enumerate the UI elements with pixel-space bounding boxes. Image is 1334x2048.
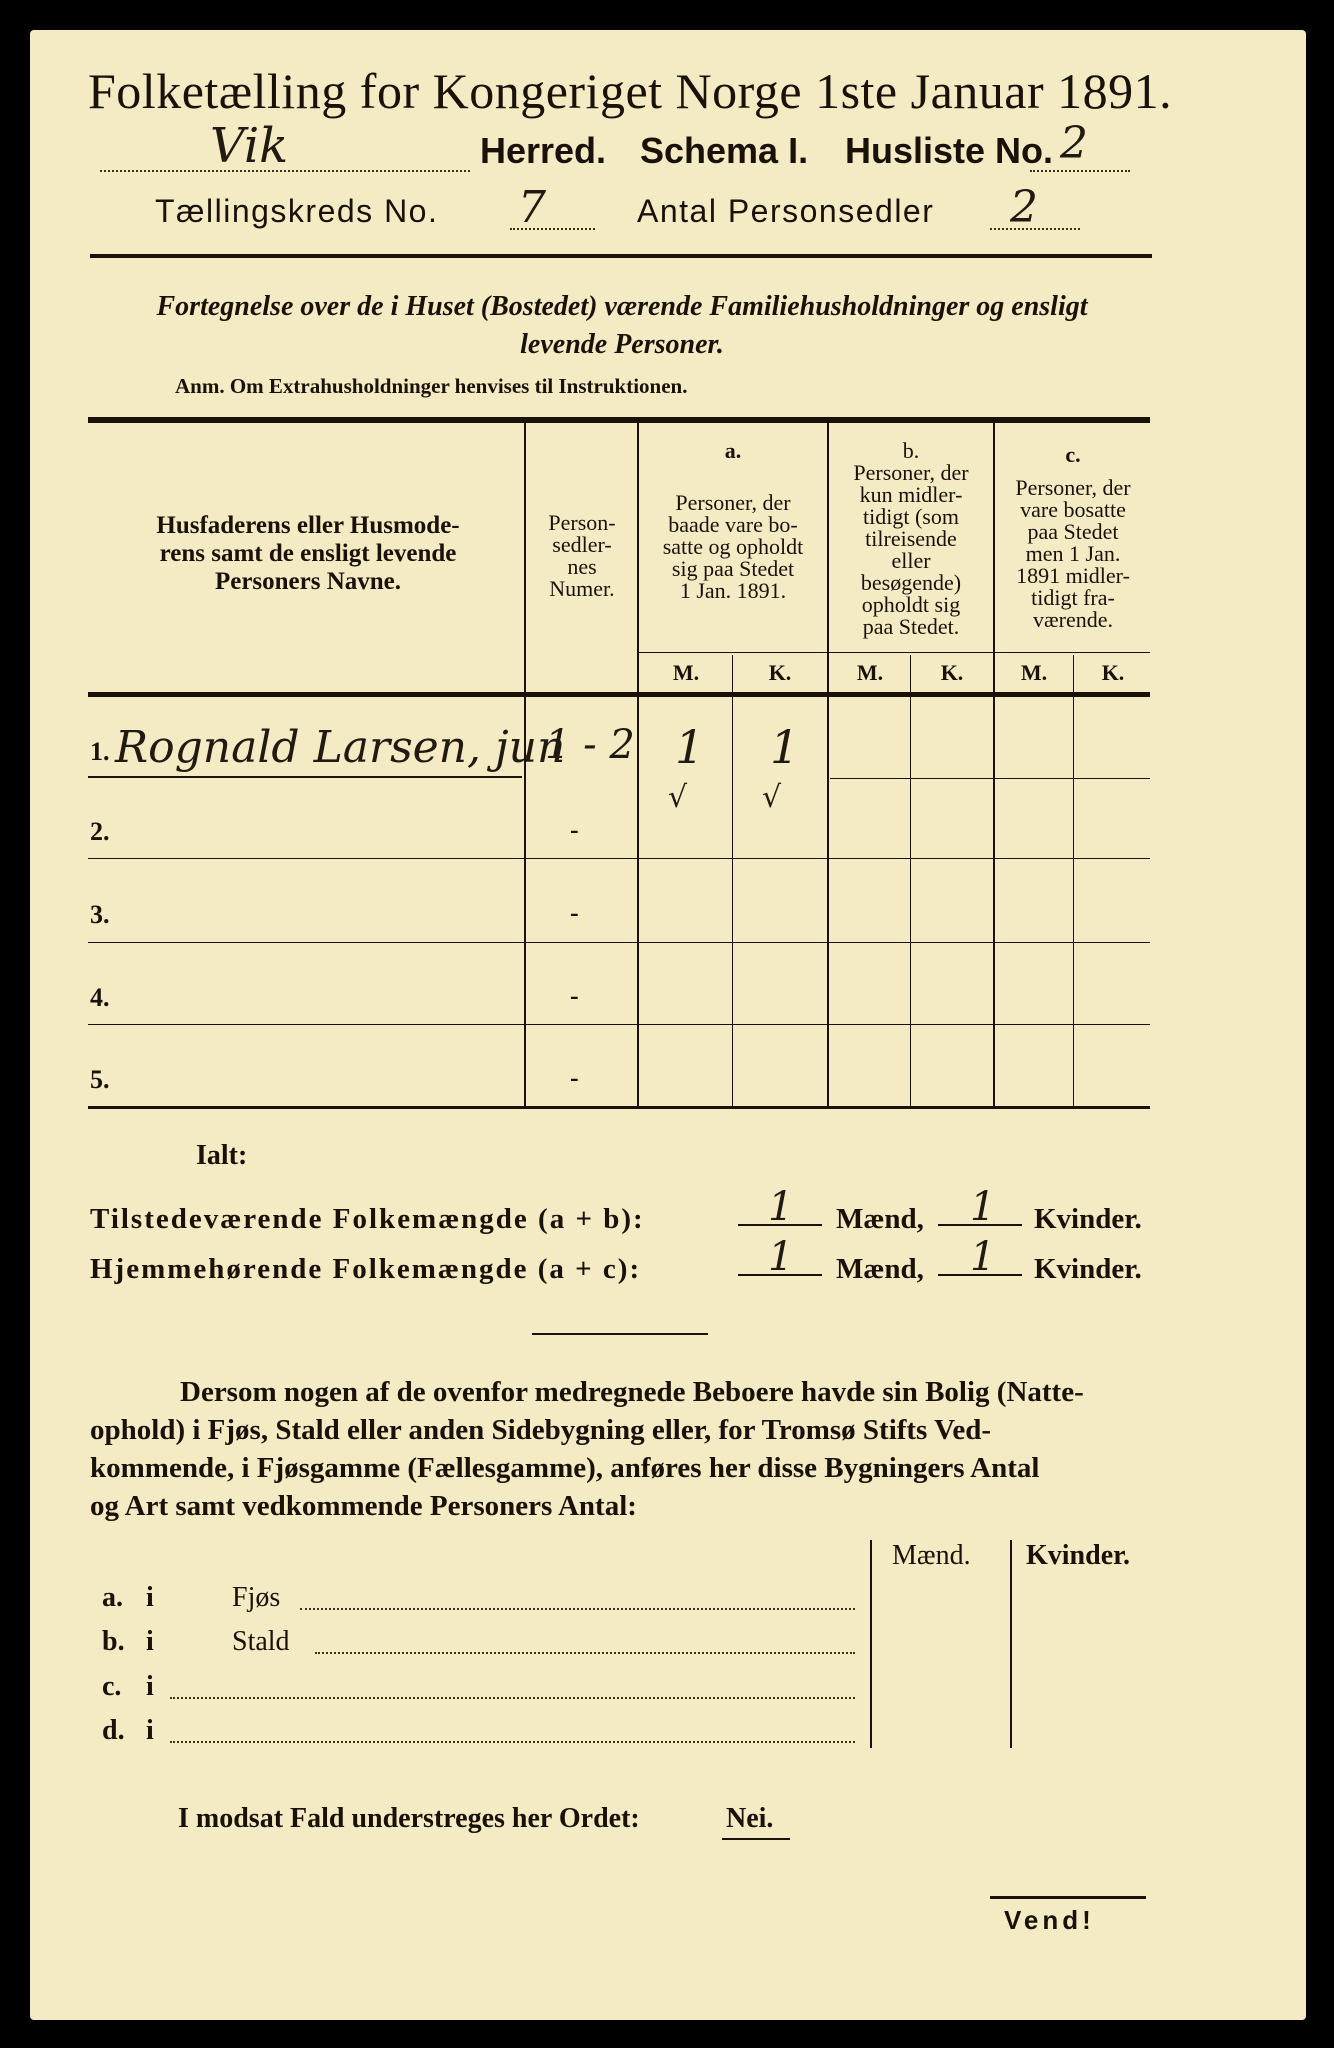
- building-a-i: i: [146, 1582, 154, 1613]
- row-1-a-k: 1: [770, 720, 800, 774]
- herred-label: Herred.: [480, 130, 607, 171]
- col-head-c-line-1: Personer, der: [1015, 475, 1131, 500]
- col-head-b-line-7: opholdt sig: [861, 592, 961, 617]
- subtitle-line-1: Fortegnelse over de i Huset (Bostedet) værende Familiehusholdninger og ensligt: [156, 291, 1088, 322]
- col-head-name-line-2: rens samt de ensligt levende: [159, 540, 457, 567]
- buildings-col-maend: Mænd.: [892, 1540, 971, 1571]
- col-head-name-line-1: Husfaderens eller Husmode-: [156, 512, 460, 539]
- col-b-letter: b.: [902, 438, 920, 463]
- row-1-a-m: 1: [675, 720, 705, 774]
- a-m-label: M.: [672, 660, 700, 685]
- row-1-line-right: [830, 778, 1150, 779]
- kreds-label: Tællingskreds No.: [155, 193, 439, 229]
- kreds-value: 7: [518, 182, 546, 233]
- col-head-num-line-4: Numer.: [549, 576, 615, 601]
- row-4-sedler: -: [570, 981, 579, 1010]
- b-k-label: K.: [940, 660, 964, 685]
- col-head-num: [528, 512, 636, 600]
- para-line-2: ophold) i Fjøs, Stald eller anden Sidebygning eller, for Tromsø Stifts Ved-: [90, 1414, 992, 1446]
- row-1-name: Rognald Larsen, jun: [115, 722, 566, 773]
- row-5-num: 5.: [90, 1065, 110, 1094]
- mk-top-rule: [637, 652, 1150, 653]
- buildings-divider-1: [870, 1540, 872, 1748]
- col-divider-b: [993, 423, 995, 1106]
- row-4-line: [88, 1024, 1150, 1025]
- col-head-a-line-5: 1 Jan. 1891.: [679, 578, 787, 603]
- row-2-line: [88, 858, 1150, 859]
- building-b-label: Stald: [232, 1626, 290, 1657]
- col-head-b-line-6: besøgende): [860, 570, 962, 595]
- building-c-letter: c.: [102, 1671, 122, 1702]
- hjemme-kvinder: Kvinder.: [1034, 1253, 1142, 1285]
- row-5-sedler: -: [570, 1063, 579, 1092]
- col-head-name-line-3: Personers Navne.: [214, 568, 402, 595]
- building-b-letter: b.: [102, 1626, 125, 1657]
- row-3-sedler: -: [570, 898, 579, 927]
- antal-value: 2: [1010, 182, 1038, 233]
- building-c-i: i: [146, 1671, 154, 1702]
- col-head-a-line-3: satte og opholdt: [662, 534, 804, 559]
- col-head-a-line-1: Personer, der: [675, 490, 791, 515]
- building-a-label: Fjøs: [232, 1582, 281, 1613]
- tilstede-m-value: 1: [768, 1184, 794, 1230]
- tilstede-label: Tilstedeværende Folkemængde (a + b):: [90, 1203, 645, 1235]
- row-4-num: 4.: [90, 983, 110, 1012]
- col-divider-a-mk: [732, 655, 733, 1106]
- tilstede-kvinder: Kvinder.: [1034, 1203, 1142, 1235]
- hjemme-label: Hjemmehørende Folkemængde (a + c):: [90, 1253, 642, 1285]
- building-d-dotline: [170, 1741, 855, 1743]
- col-head-b-line-8: paa Stedet.: [862, 614, 960, 639]
- husliste-value: 2: [1060, 118, 1088, 169]
- row-1-num: 1.: [90, 737, 110, 766]
- hjemme-maend: Mænd,: [836, 1253, 924, 1285]
- row-3-line: [88, 942, 1150, 943]
- col-head-b-line-4: tilreisende: [865, 526, 957, 551]
- ialt-label: Ialt:: [196, 1140, 248, 1171]
- col-head-num-line-2: sedler-: [552, 532, 612, 557]
- col-divider-num: [637, 423, 639, 1106]
- row-1-check-m: √: [668, 780, 688, 815]
- table-bottom-rule: [88, 1106, 1150, 1109]
- buildings-divider-2: [1010, 1540, 1012, 1748]
- modsat-label: I modsat Fald understreges her Ordet:: [178, 1803, 640, 1834]
- building-c-dotline: [170, 1697, 855, 1699]
- building-d-letter: d.: [102, 1715, 125, 1746]
- c-k-label: K.: [1101, 660, 1125, 685]
- vend-label: Vend!: [1004, 1905, 1095, 1935]
- a-k-label: K.: [768, 660, 792, 685]
- sidebygning-paragraph: [90, 1373, 1148, 1525]
- col-divider-a: [827, 423, 829, 1106]
- totals-separator: [532, 1333, 708, 1335]
- annotation-note: Anm. Om Extrahusholdninger henvises til Instruktionen.: [175, 374, 688, 398]
- col-head-b: [830, 462, 992, 638]
- c-m-label: M.: [1020, 660, 1048, 685]
- col-head-num-line-3: nes: [567, 554, 597, 579]
- col-a-letter: a.: [724, 438, 742, 463]
- vend-rule: [990, 1896, 1146, 1899]
- row-1-check-k: √: [762, 780, 782, 815]
- col-head-name: [98, 512, 518, 596]
- form-subtitle: [90, 288, 1154, 364]
- subtitle-line-2: levende Personer.: [520, 329, 724, 360]
- nei-word: Nei.: [726, 1803, 774, 1834]
- b-m-label: M.: [856, 660, 884, 685]
- col-head-c-line-2: vare bosatte: [1020, 497, 1126, 522]
- col-head-c-line-4: men 1 Jan.: [1025, 541, 1121, 566]
- building-a-letter: a.: [102, 1582, 123, 1613]
- col-head-c-line-6: tidigt fra-: [1031, 585, 1115, 610]
- col-head-b-line-5: eller: [891, 548, 931, 573]
- col-head-a-line-4: sig paa Stedet: [671, 556, 795, 581]
- tilstede-k-value: 1: [970, 1184, 996, 1230]
- table-top-rule: [88, 417, 1150, 423]
- tilstede-maend: Mænd,: [836, 1203, 924, 1235]
- col-divider-c-mk: [1073, 655, 1074, 1106]
- col-c-letter: c.: [1065, 442, 1081, 467]
- form-title: Folketælling for Kongeriget Norge 1ste Januar 1891.: [88, 63, 1173, 119]
- col-head-c: [996, 477, 1150, 631]
- col-head-b-line-3: tidigt (som: [863, 504, 959, 529]
- schema-label: Schema I.: [640, 130, 809, 171]
- building-b-i: i: [146, 1626, 154, 1657]
- para-line-1: Dersom nogen af de ovenfor medregnede Beboere havde sin Bolig (Natte-: [180, 1376, 1084, 1408]
- row-3-num: 3.: [90, 900, 110, 929]
- building-b-dotline: [315, 1652, 855, 1654]
- table-header-rule: [88, 692, 1150, 697]
- hjemme-m-value: 1: [768, 1234, 794, 1280]
- para-line-3: kommende, i Fjøsgamme (Fællesgamme), anføres her disse Bygningers Antal: [90, 1452, 1040, 1484]
- hjemme-k-value: 1: [970, 1234, 996, 1280]
- row-2-sedler: -: [570, 815, 579, 844]
- col-head-a-line-2: baade vare bo-: [668, 512, 798, 537]
- husliste-dotline: [1030, 170, 1130, 172]
- row-1-sedler: 1 - 2: [545, 722, 635, 768]
- col-head-num-line-1: Person-: [548, 510, 616, 535]
- col-head-b-line-1: Personer, der: [853, 460, 969, 485]
- col-divider-b-mk: [910, 655, 911, 1106]
- col-head-c-line-5: 1891 midler-: [1016, 563, 1130, 588]
- building-d-i: i: [146, 1715, 154, 1746]
- row-2-num: 2.: [90, 817, 110, 846]
- col-head-c-line-3: paa Stedet: [1027, 519, 1119, 544]
- header-rule: [90, 254, 1152, 258]
- buildings-col-kvinder: Kvinder.: [1026, 1540, 1130, 1571]
- building-a-dotline: [300, 1608, 855, 1610]
- col-head-b-line-2: kun midler-: [859, 482, 963, 507]
- husliste-label: Husliste No.: [845, 130, 1054, 171]
- col-head-a: [641, 492, 825, 602]
- para-line-4: og Art samt vedkommende Personers Antal:: [90, 1490, 637, 1522]
- herred-value: Vik: [210, 118, 289, 174]
- col-head-c-line-7: værende.: [1032, 607, 1114, 632]
- nei-underline: [722, 1838, 790, 1840]
- antal-label: Antal Personsedler: [637, 193, 935, 229]
- row-1-line: [88, 776, 522, 778]
